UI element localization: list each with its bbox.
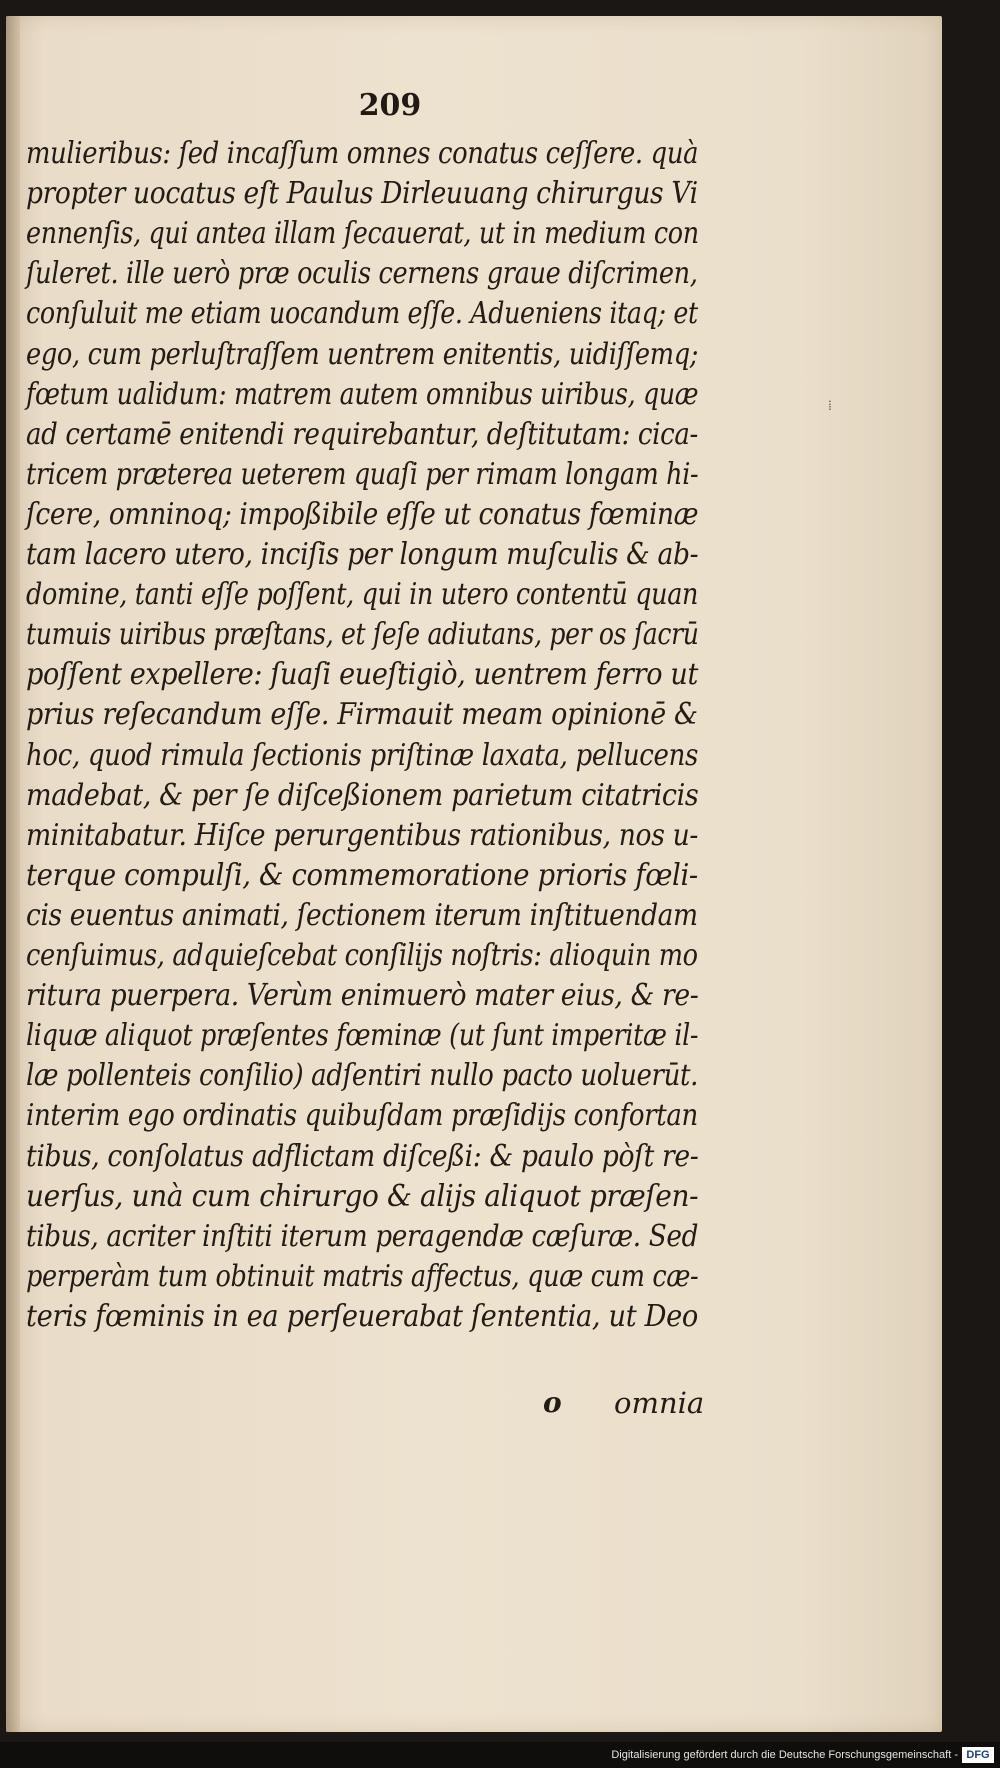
text-line: terque compulſi, & commemoratione prioris fœli- [26, 857, 698, 892]
text-line: tibus, conſolatus adflictam diſceßi: & paulo pòſt re- [26, 1138, 699, 1173]
text-line: conſuluit me etiam uocandum eſſe. Adueniens itaq; et [26, 296, 698, 331]
catchword: omnia [614, 1386, 705, 1420]
text-line: propter uocatus eſt Paulus Dirleuuang chirurgus Vi [26, 176, 698, 211]
page-gutter-shadow [6, 16, 20, 1732]
dfg-logo: DFG [962, 1747, 994, 1763]
text-line: ſcere, omninoq; impoßibile eſſe ut conatus fœminæ [26, 496, 699, 531]
text-line: læ pollenteis conſilio) adſentiri nullo pacto uoluerūt. [26, 1058, 699, 1093]
text-line: tibus, acriter inſtiti iterum peragendæ cæſuræ. Sed [26, 1218, 699, 1253]
text-line: cis euentus animati, ſectionem iterum inſtituendam [26, 897, 698, 932]
text-line: mulieribus: ſed incaſſum omnes conatus ceſſere. quà [26, 136, 699, 170]
text-line: fœtum ualidum: matrem autem omnibus uiribus, quæ [26, 376, 699, 411]
text-line: poſſent expellere: ſuaſi eueſtigiò, uentrem ferro ut [26, 657, 698, 692]
text-line: ad certamē enitendi requirebantur, deſtitutam: cica- [26, 416, 698, 451]
text-line: uerſus, unà cum chirurgo & alijs aliquot præſen- [26, 1178, 699, 1213]
text-line: hoc, quod rimula ſectionis priſtinæ laxata, pellucens [26, 737, 699, 772]
text-line: tam lacero utero, inciſis per longum muſculis & ab- [26, 537, 699, 571]
text-line: tumuis uiribus præſtans, et ſeſe adiutans, per os ſacrū [26, 617, 699, 652]
text-line: ſuleret. ille uerò præ oculis cernens graue diſcrimen, [26, 256, 698, 291]
text-line: madebat, & per ſe diſceßionem parietum citatricis [26, 777, 699, 812]
text-line: minitabatur. Hiſce perurgentibus rationibus, nos u- [26, 817, 699, 852]
text-line: tricem præterea ueterem quaſi per rimam longam hi- [26, 456, 699, 491]
text-line: perperàm tum obtinuit matris affectus, quæ cum cæ- [26, 1258, 699, 1293]
text-line: interim ego ordinatis quibuſdam præſidijs confortan [26, 1098, 698, 1133]
text-line: ennenſis, qui antea illam ſecauerat, ut in medium con [26, 216, 699, 251]
margin-marks: ⁞ [828, 398, 832, 414]
text-line: prius reſecandum eſſe. Firmauit meam opinionē & [26, 697, 698, 732]
text-line: domine, tanti eſſe poſſent, qui in utero contentū quan [26, 577, 699, 612]
text-line: liquæ aliquot præſentes fœminæ (ut ſunt imperitæ il- [26, 1018, 699, 1053]
digitization-credit: Digitalisierung gefördert durch die Deutsche Forschungsgemeinschaft - [611, 1749, 958, 1761]
signature-mark: o [543, 1386, 562, 1419]
text-line: teris fœminis in ea perſeuerabat ſententia, ut Deo [26, 1298, 698, 1333]
text-line: ego, cum perluſtraſſem uentrem enitentis, uidiſſemq; [26, 336, 699, 371]
page-number: 209 [358, 88, 422, 123]
text-line: cenſuimus, adquieſcebat conſilijs noſtris: alioquin mo [26, 938, 698, 972]
text-line: ritura puerpera. Verùm enimuerò mater eius, & re- [26, 978, 699, 1013]
